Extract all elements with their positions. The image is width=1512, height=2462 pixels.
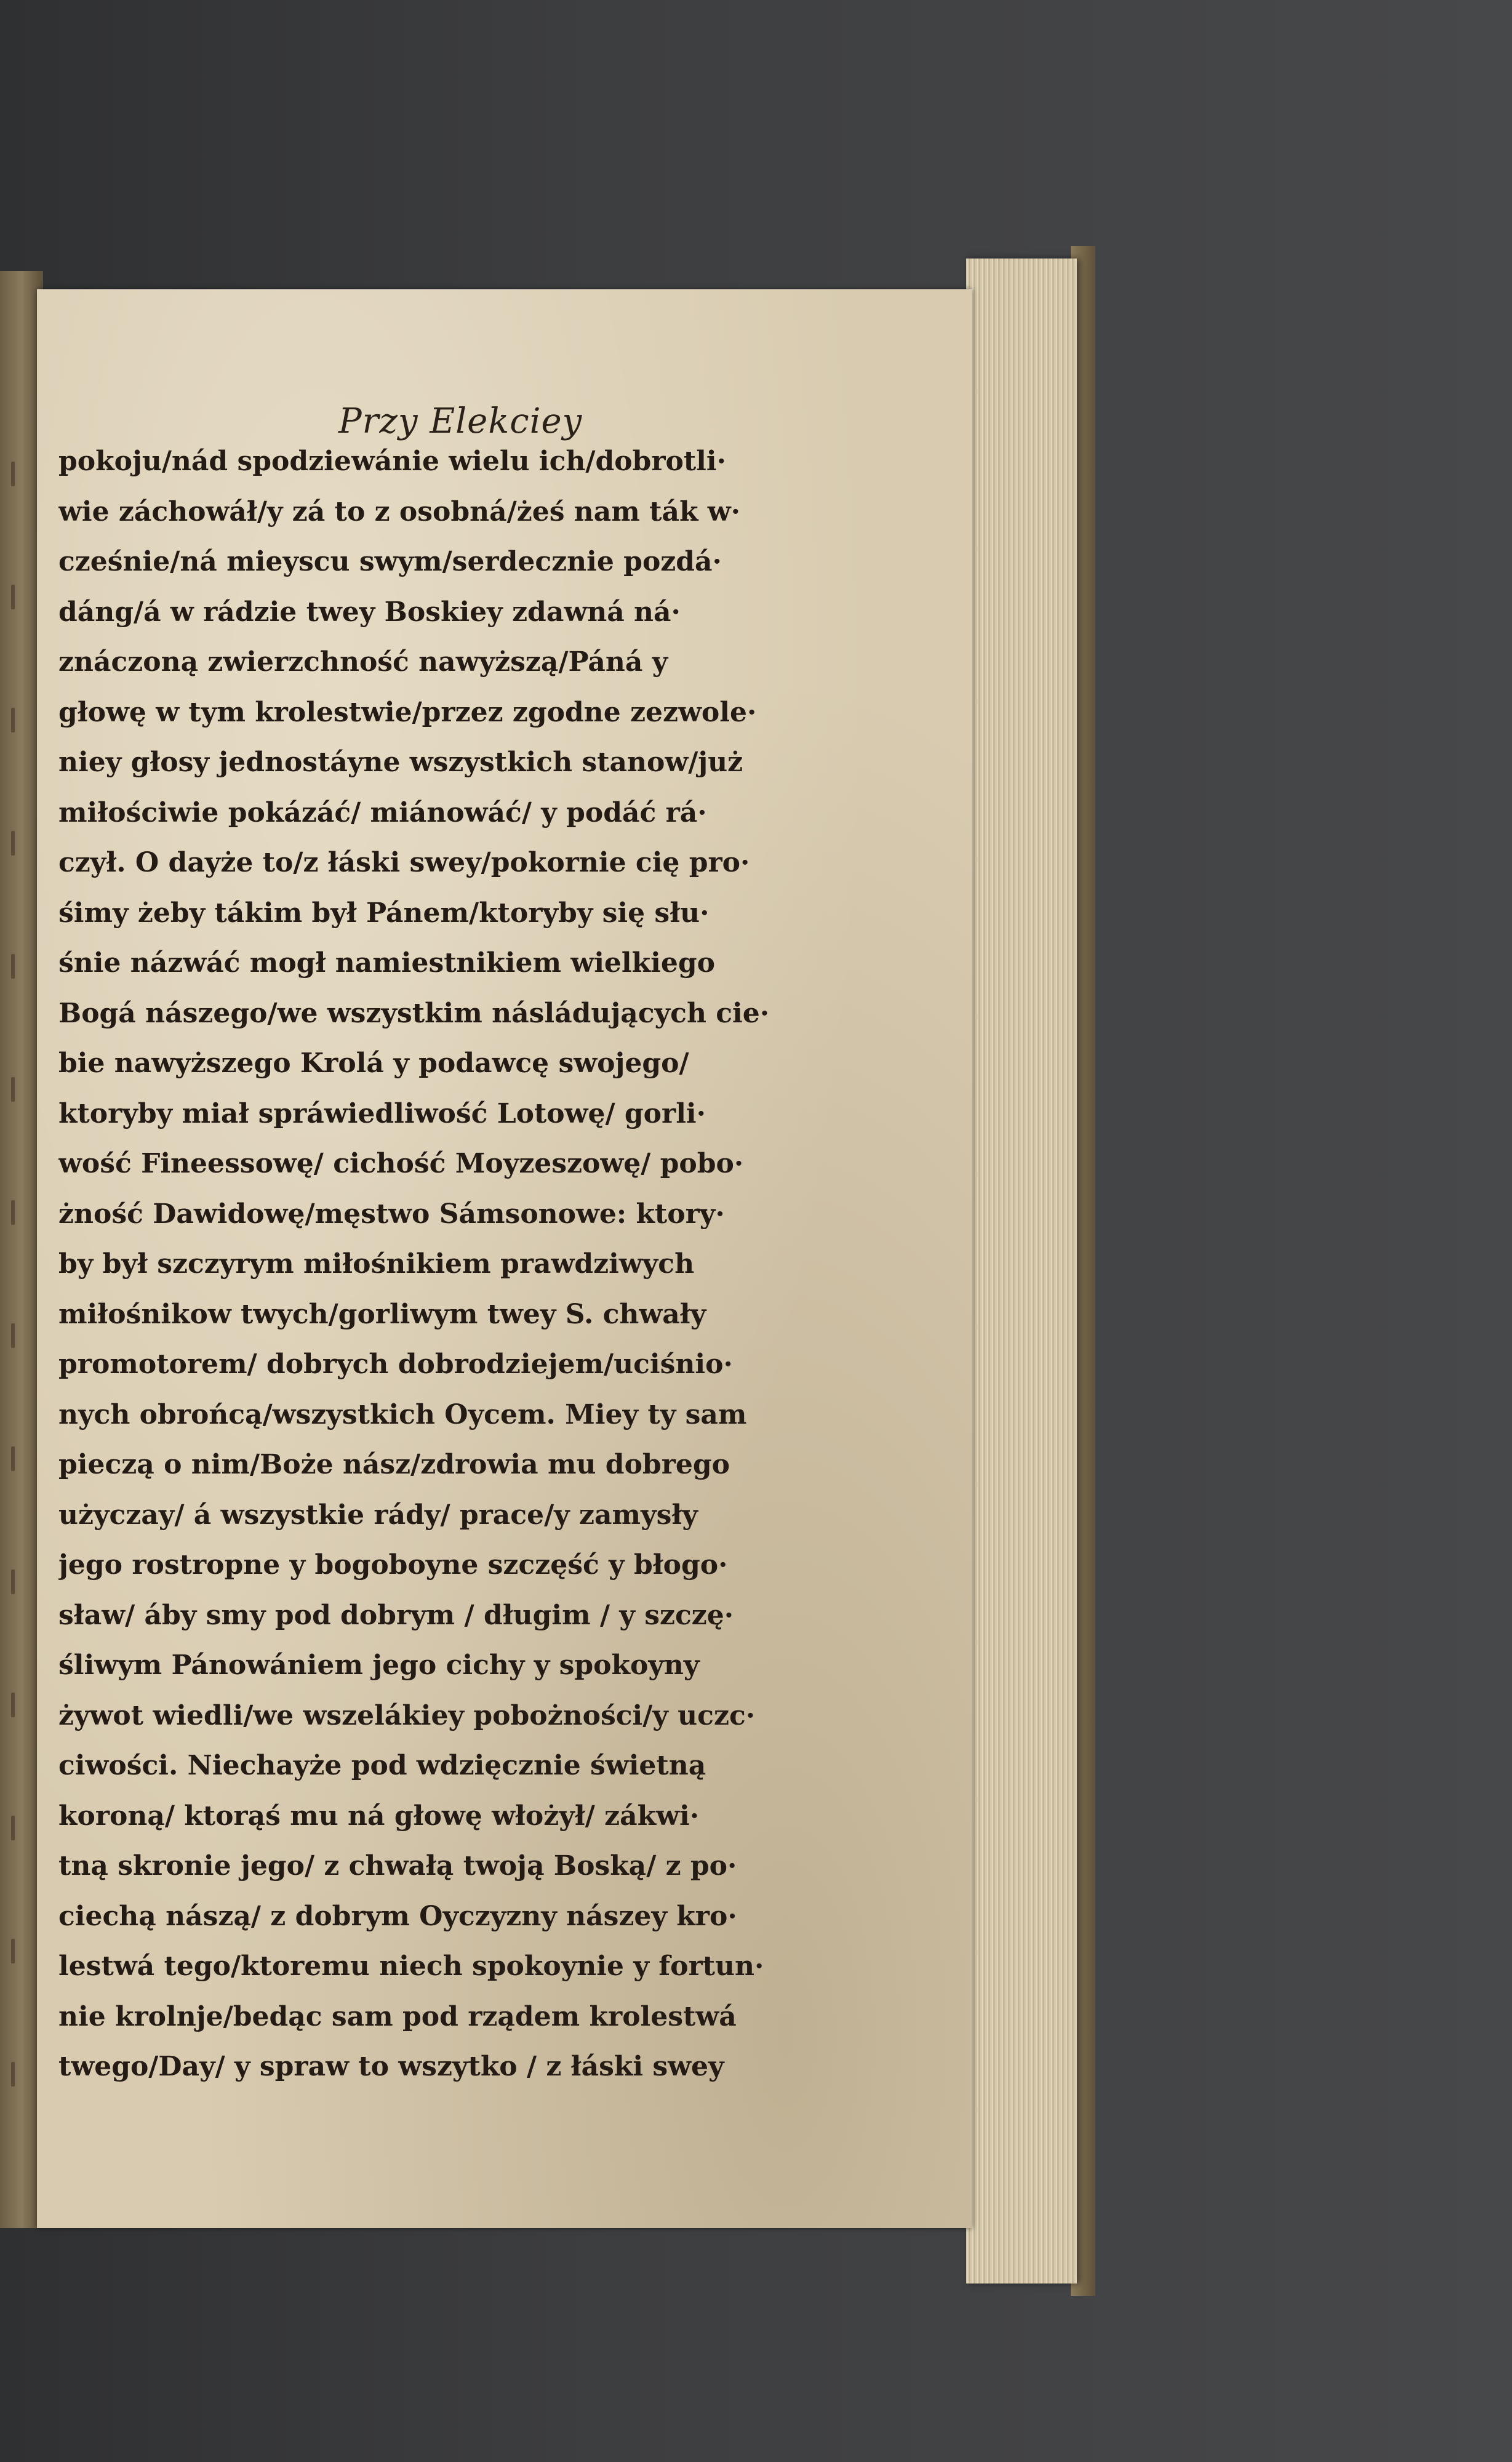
text-line: ktoryby miał spráwiedliwość Lotowę/ gorli· <box>58 1097 706 1129</box>
text-line: lestwá tego/ktoremu niech spokoynie y fortun· <box>58 1951 764 1982</box>
margin-mark <box>11 585 15 609</box>
margin-mark <box>11 2062 15 2087</box>
text-line: pieczą o nim/Boże nász/zdrowia mu dobrego <box>58 1449 730 1480</box>
text-line: śliwym Pánowániem jego cichy y spokoyny <box>58 1650 700 1681</box>
margin-mark <box>11 462 15 486</box>
text-line: żywot wiedli/we wszelákiey pobożności/y uczc· <box>58 1699 756 1731</box>
text-line: by był szczyrym miłośnikiem prawdziwych <box>58 1248 695 1280</box>
text-line: żność Dawidowę/męstwo Sámsonowe: ktory· <box>58 1198 725 1230</box>
margin-mark <box>11 954 15 979</box>
margin-mark <box>11 1939 15 1963</box>
text-line: koroną/ ktorąś mu ná głowę włożył/ zákwi· <box>58 1800 700 1832</box>
text-line: śimy żeby tákim był Pánem/ktoryby się słu· <box>58 897 710 929</box>
text-line: pokoju/nád spodziewánie wielu ich/dobrotli· <box>58 446 726 477</box>
text-line: sław/ áby smy pod dobrym / długim / y szczę· <box>58 1599 734 1631</box>
text-line: znáczoną zwierzchność nawyższą/Páná y <box>58 646 668 678</box>
page-text <box>58 394 902 2154</box>
text-line: nie krolnje/bedąc sam pod rządem krolestwá <box>58 2000 737 2032</box>
text-line: miłościwie pokázáć/ miánowáć/ y podáć rá· <box>58 796 707 828</box>
margin-mark <box>11 1323 15 1348</box>
text-line: śnie názwáć mogł namiestnikiem wielkiego <box>58 947 715 979</box>
text-line: ciwości. Niechayże pod wdzięcznie świetną <box>58 1750 706 1781</box>
text-line: Bogá nászego/we wszystkim násládujących cie· <box>58 997 770 1029</box>
text-line: tną skronie jego/ z chwałą twoją Boską/ z po· <box>58 1850 737 1882</box>
text-line: wie záchowáł/y zá to z osobná/żeś nam ták w· <box>58 495 740 527</box>
text-line: promotorem/ dobrych dobrodziejem/uciśnio· <box>58 1349 733 1380</box>
left-margin-marks <box>11 443 36 2154</box>
text-line: jego rostropne y bogoboyne szczęść y błogo· <box>58 1549 728 1581</box>
margin-mark <box>11 1077 15 1102</box>
text-line: dáng/á w rádzie twey Boskiey zdawná ná· <box>58 596 681 628</box>
text-line: czył. O dayże to/z łáski swey/pokornie cię pro· <box>58 847 750 878</box>
running-head: Przy Elekciey <box>338 401 583 441</box>
text-line: użyczay/ á wszystkie rády/ prace/y zamysły <box>58 1499 698 1531</box>
margin-mark <box>11 1200 15 1225</box>
margin-mark <box>11 1570 15 1594</box>
margin-mark <box>11 831 15 856</box>
text-line: niey głosy jednostáyne wszystkich stanow/już <box>58 747 743 778</box>
margin-mark <box>11 1816 15 1840</box>
page-edges <box>966 259 1077 2284</box>
text-line: cześnie/ná mieyscu swym/serdecznie pozdá· <box>58 546 722 577</box>
margin-mark <box>11 1446 15 1471</box>
text-line: głowę w tym krolestwie/przez zgodne zezwole· <box>58 696 757 728</box>
margin-mark <box>11 1693 15 1717</box>
text-line: nych obrońcą/wszystkich Oycem. Miey ty sam <box>58 1398 747 1430</box>
text-line: wość Fineessowę/ cichość Moyzeszowę/ pobo· <box>58 1148 744 1179</box>
text-line: miłośnikow twych/gorliwym twey S. chwały <box>58 1298 706 1330</box>
text-line: ciechą nászą/ z dobrym Oyczyzny nászey kro· <box>58 1900 737 1932</box>
margin-mark <box>11 708 15 732</box>
text-line: twego/Day/ y spraw to wszytko / z łáski swey <box>58 2051 724 2082</box>
text-line: bie nawyższego Krolá y podawcę swojego/ <box>58 1048 689 1079</box>
